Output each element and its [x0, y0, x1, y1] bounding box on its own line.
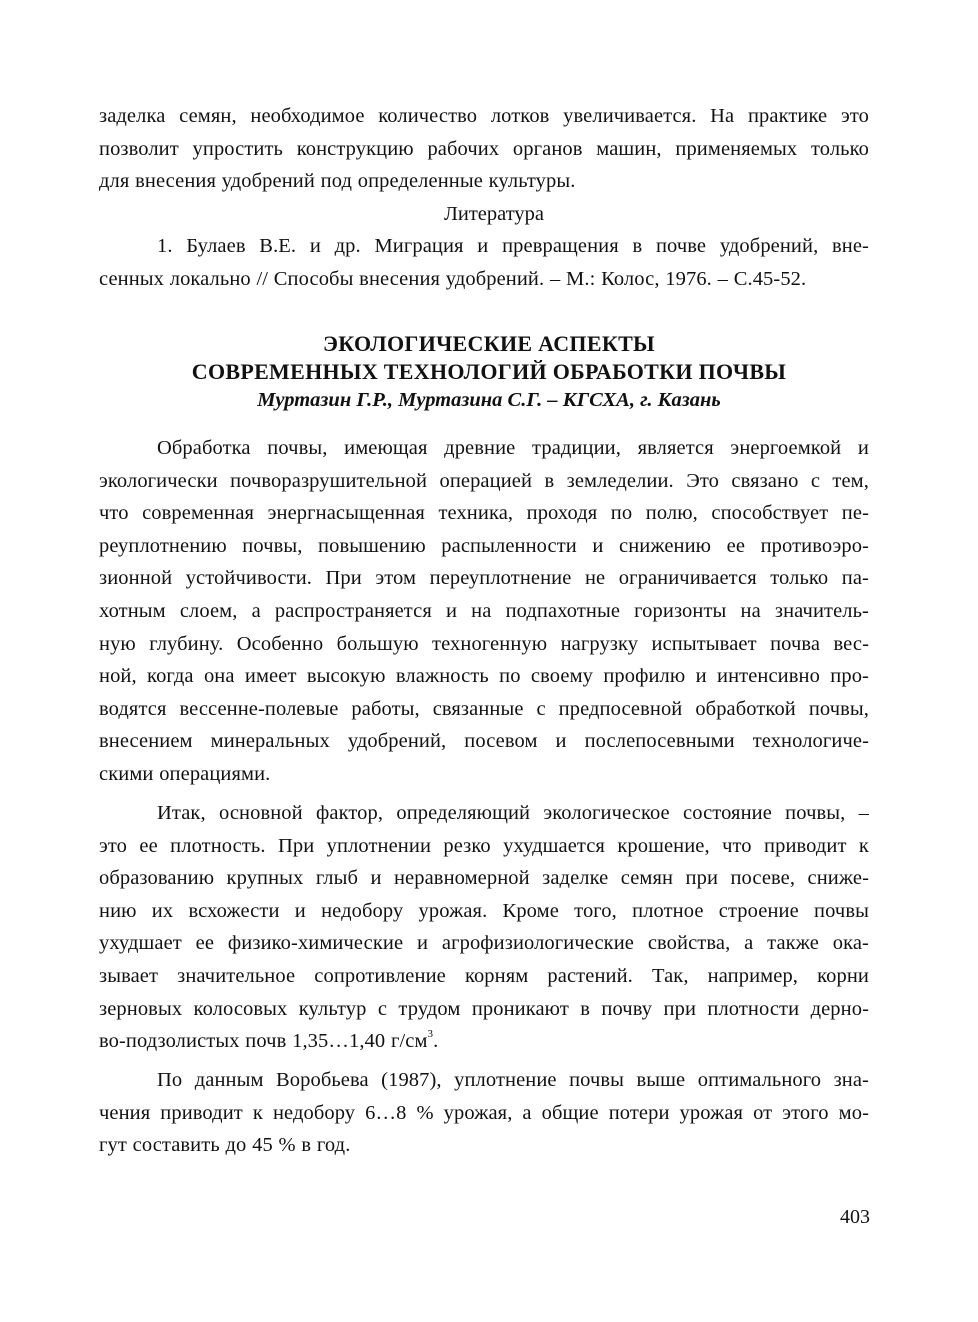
text-line: скими операциями.	[99, 762, 271, 785]
text-line: Итак, основной фактор, определяющий экологическое состояние почвы, –	[157, 802, 869, 824]
text-line: позволит упростить конструкцию рабочих органов машин, применяемых только	[99, 137, 869, 160]
text-line: заделка семян, необходимое количество лотков увеличивается. На практике это	[99, 105, 869, 127]
text-line: сенных локально // Способы внесения удобрений. – М.: Колос, 1976. – С.45-52.	[99, 267, 807, 290]
text-line: Обработка почвы, имеющая древние традиции, является энергоемкой и	[157, 437, 869, 459]
text-segment: во-подзолистых почв 1,35…1,40 г/см	[99, 1030, 428, 1053]
text-line: реуплотнению почвы, повышению распыленности и снижению ее противоэро-	[99, 534, 869, 557]
page-number: 403	[840, 1206, 870, 1228]
text-line: внесением минеральных удобрений, посевом и послепосевными технологиче-	[99, 730, 869, 753]
text-line: ухудшает ее физико-химические и агрофизиологические свойства, а также ока-	[99, 932, 869, 955]
article-header	[0, 330, 978, 414]
literature-heading: Литература	[443, 203, 545, 225]
article-authors: Муртазин Г.Р., Муртазина С.Г. – КГСХА, г. Казань	[257, 389, 721, 411]
body-paragraph-1	[99, 432, 869, 791]
article-title-line-2: СОВРЕМЕННЫХ ТЕХНОЛОГИЙ ОБРАБОТКИ ПОЧВЫ	[191, 359, 787, 384]
text-line: зионной устойчивости. При этом переуплотнение не ограничивается только па-	[99, 567, 869, 590]
article-title-line-1: ЭКОЛОГИЧЕСКИЕ АСПЕКТЫ	[323, 331, 655, 356]
text-line: экологически почворазрушительной операцией в земледелии. Это связано с тем,	[99, 469, 869, 492]
text-line-with-superscript	[99, 1025, 869, 1058]
text-line: что современная энергнасыщенная техника, проходя по полю, способствует пе-	[99, 502, 869, 525]
body-paragraph-2	[99, 797, 869, 1058]
text-line: гут составить до 45 % в год.	[99, 1134, 351, 1157]
text-line: 1. Булаев В.Е. и др. Миграция и превращения в почве удобрений, вне-	[157, 235, 869, 257]
text-line: для внесения удобрений под определенные культуры.	[99, 170, 576, 193]
text-line: это ее плотность. При уплотнении резко ухудшается крошение, что приводит к	[99, 834, 869, 857]
text-line: хотным слоем, а распространяется и на подпахотные горизонты на значитель-	[99, 599, 869, 622]
intro-paragraph	[99, 100, 869, 198]
text-line: ной, когда она имеет высокую влажность по своему профилю и интенсивно про-	[99, 665, 869, 688]
text-line: нию их всхожести и недобору урожая. Кроме того, плотное строение почвы	[99, 899, 869, 922]
text-line: ную глубину. Особенно большую техногенную нагрузку испытывает почва вес-	[99, 632, 869, 655]
body-paragraph-3	[99, 1064, 869, 1162]
reference-item	[99, 230, 869, 295]
superscript: 3	[427, 1028, 434, 1041]
text-line: зерновых колосовых культур с трудом проникают в почву при плотности дерно-	[99, 997, 869, 1020]
text-segment: .	[433, 1030, 439, 1053]
text-line: зывает значительное сопротивление корням растений. Так, например, корни	[99, 964, 869, 987]
text-line: образованию крупных глыб и неравномерной заделке семян при посеве, сниже-	[99, 867, 869, 890]
text-line: чения приводит к недобору 6…8 % урожая, а общие потери урожая от этого мо-	[99, 1101, 869, 1124]
text-line: водятся вессенне-полевые работы, связанные с предпосевной обработкой почвы,	[99, 697, 869, 720]
text-line: По данным Воробьева (1987), уплотнение почвы выше оптимального зна-	[157, 1069, 869, 1091]
